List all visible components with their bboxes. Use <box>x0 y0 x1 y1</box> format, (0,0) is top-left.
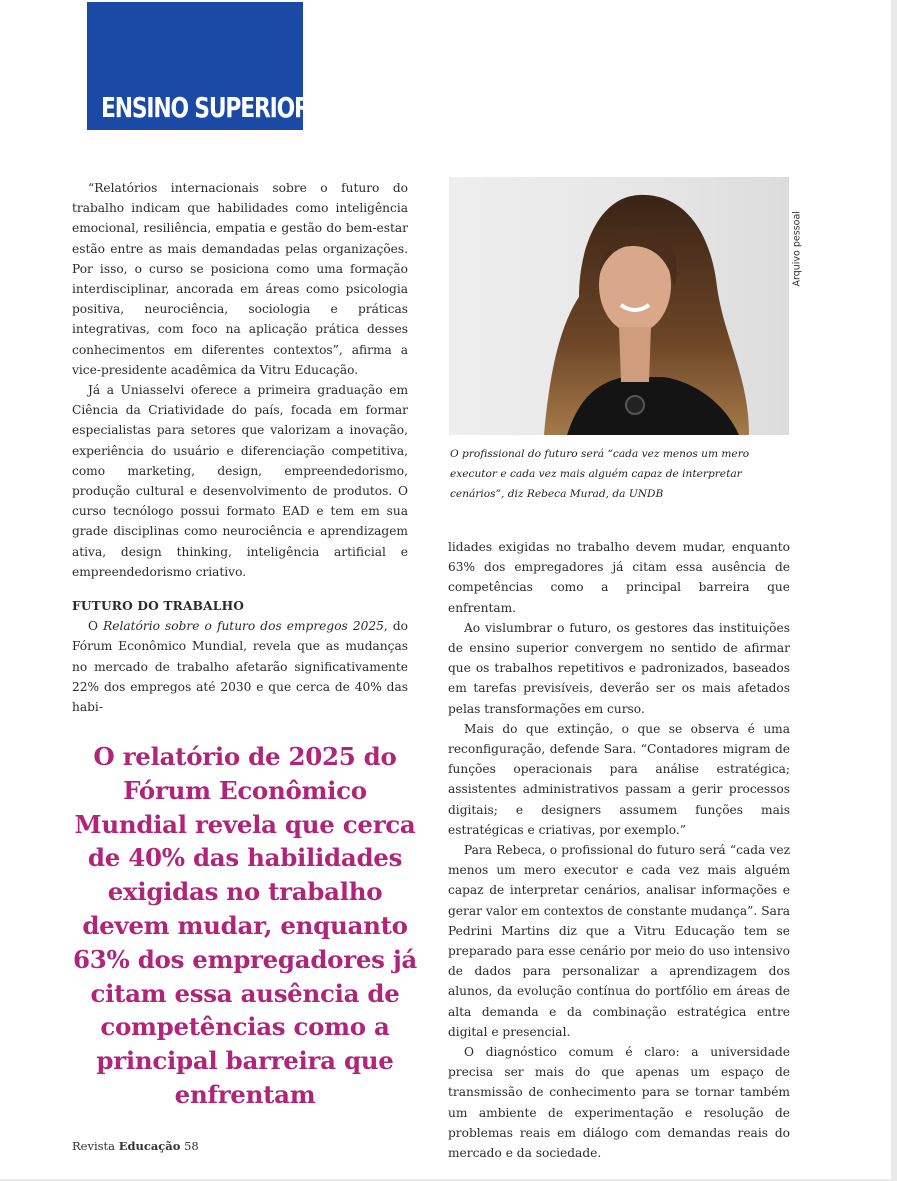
paragraph: Para Rebeca, o profissional do futuro será “cada vez menos um mero executor e cada vez mais alguém capaz de interpretar cenários, analisar informações e gerar valor em contextos de constante mudança”. Sara Pedrini Martins diz que a Vitru Educação tem se preparado para esse cenário por meio do uso intensivo de dados para personalizar a aprendizagem dos alunos, da evolução contínua do portfólio em áreas de alta demanda e da combinação estratégica entre digital e presencial. <box>448 843 790 1039</box>
portrait-illustration <box>449 177 789 435</box>
photo-credit-text: Arquivo pessoal <box>791 211 803 287</box>
left-column-top <box>72 178 408 582</box>
left-column-bottom <box>72 596 408 717</box>
portrait-photo <box>449 177 789 435</box>
page-number: 58 <box>184 1139 199 1153</box>
paragraph: Ao vislumbrar o futuro, os gestores das instituições de ensino superior convergem no sentido de afirmar que os trabalhos repetitivos e padronizados, baseados em tarefas previsíveis, deverão ser os mais afetados pelas transformações em curso. <box>448 620 790 716</box>
paragraph: Mais do que extinção, o que se observa é uma reconfiguração, defende Sara. “Contadores migram de funções operacionais para análise estratégica; assistentes administrativos passam a gerir processos digitais; e designers assumem funções mais estratégicas e criativas, por exemplo.” <box>448 721 790 837</box>
paragraph: Já a Uniasselvi oferece a primeira graduação em Ciência da Criatividade do país, focada em formar especialistas para setores que valorizam a inovação, experiência do usuário e diferenciação competitiva, como marketing, design, empreendedorismo, produção cultural e desenvolvimento de produtos. O curso tecnólogo possui formato EAD e tem em sua grade disciplinas como neurociência e aprendizagem ativa, design thinking, inteligência artificial e empreendedorismo criativo. <box>72 383 408 579</box>
paragraph: lidades exigidas no trabalho devem mudar, enquanto 63% dos empregadores já citam essa ausência de competências como a principal barreira que enfrentam. <box>448 540 790 615</box>
section-label: ENSINO SUPERIOR <box>101 91 310 124</box>
section-tag <box>87 2 310 130</box>
pull-quote: O relatório de 2025 do Fórum Econômico Mundial revela que cerca de 40% das habilidades exigidas no trabalho devem mudar, enquanto 63% dos empregadores já citam essa ausência de competências como a principal barreira que enfrentam <box>73 742 417 1109</box>
right-column <box>448 537 790 1163</box>
page-footer <box>72 1139 199 1153</box>
report-title: Relatório sobre o futuro dos empregos 2025 <box>103 619 384 634</box>
photo-caption: O profissional do futuro será “cada vez menos um mero executor e cada vez mais alguém capaz de interpretar cenários”, diz Rebeca Murad, da UNDB <box>450 448 750 500</box>
paragraph: “Relatórios internacionais sobre o futuro do trabalho indicam que habilidades como inteligência emocional, resiliência, empatia e gestão do bem-estar estão entre as mais demandadas pelas organizações. Por isso, o curso se posiciona como uma formação interdisciplinar, ancorada em áreas como psicologia positiva, neurociência, sociologia e práticas integrativas, com foco na aplicação prática desses conhecimentos em diferentes contextos”, afirma a vice-presidente acadêmica da Vitru Educação. <box>72 181 408 377</box>
paragraph: O diagnóstico comum é claro: a universidade precisa ser mais do que apenas um espaço de transmissão de conhecimento para se tornar também um ambiente de experimentação e resolução de problemas reais em diálogo com demandas reais do mercado e da sociedade. <box>448 1045 790 1161</box>
magazine-name: Revista <box>72 1139 116 1153</box>
magazine-brand: Educação <box>118 1139 181 1153</box>
text-run: , do Fórum Econômico Mundial, revela que as mudanças no mercado de trabalho afetarão significativamente 22% dos empregos até 2030 e que cerca de 40% das habi- <box>72 619 408 715</box>
paragraph <box>72 616 408 717</box>
text-run: O <box>88 619 104 634</box>
section-heading: FUTURO DO TRABALHO <box>72 599 245 613</box>
photo-credit <box>788 178 806 298</box>
